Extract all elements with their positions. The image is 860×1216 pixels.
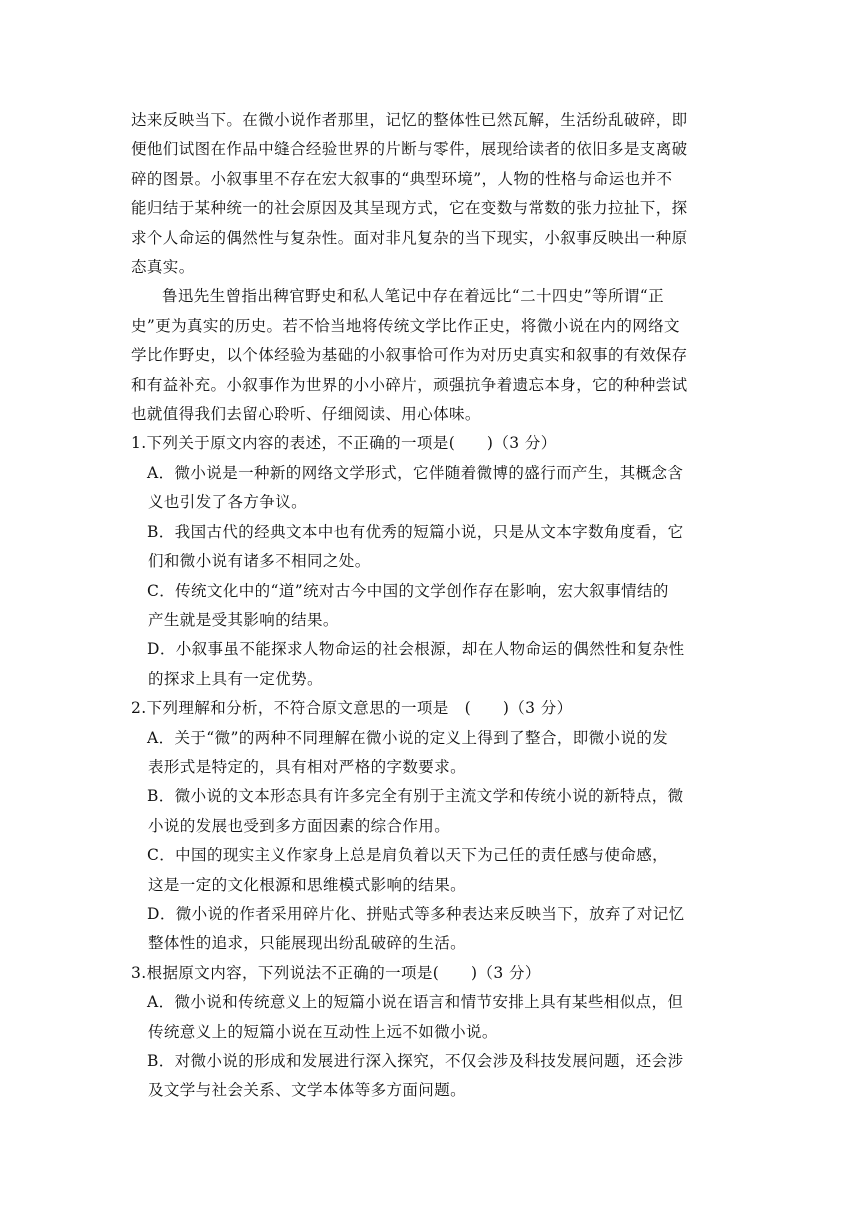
question-stem: 2.下列理解和分析，不符合原文意思的一项是 ( )（3 分） (131, 699, 573, 718)
option-line: 及文学与社会关系、文学本体等多方面问题。 (148, 1081, 467, 1100)
option-a (147, 988, 731, 1047)
option-line: B．对微小说的形成和发展进行深入探究，不仅会涉及科技发展问题，还会涉 (147, 1052, 684, 1070)
option-a (147, 724, 731, 783)
option-line: 整体性的追求，只能展现出纷乱破碎的生活。 (148, 934, 467, 953)
option-c (147, 841, 731, 900)
option-line: A．微小说和传统意义上的短篇小说在语言和情节安排上具有某些相似点，但 (147, 993, 684, 1012)
option-line: D．微小说的作者采用碎片化、拼贴式等多种表达来反映当下，放弃了对记忆 (147, 904, 685, 923)
text-line: 态真实。 (131, 258, 195, 277)
option-line: 的探求上具有一定优势。 (148, 669, 323, 688)
option-line: 小说的发展也受到多方面因素的综合作用。 (148, 816, 451, 835)
option-line: 义也引发了各方争议。 (148, 493, 308, 512)
option-d (147, 900, 731, 959)
option-line: B．我国古代的经典文本中也有优秀的短篇小说，只是从文本字数角度看，它 (147, 522, 684, 541)
text-line: 和有益补充。小叙事作为世界的小小碎片，顽强抗争着遗忘本身，它的种种尝试 (131, 375, 688, 394)
option-line: D．小叙事虽不能探求人物命运的社会根源，却在人物命运的偶然性和复杂性 (147, 640, 685, 659)
option-b (147, 1047, 731, 1106)
text-line: 史”更为真实的历史。若不恰当地将传统文学比作正史，将微小说在内的网络文 (131, 316, 680, 335)
document-content (131, 106, 731, 1106)
question-stem: 1.下列关于原文内容的表述，不正确的一项是( )（3 分） (131, 434, 557, 453)
option-line: C．中国的现实主义作家身上总是肩负着以天下为己任的责任感与使命感， (147, 846, 669, 865)
text-line: 学比作野史，以个体经验为基础的小叙事恰可作为对历史真实和叙事的有效保存 (131, 346, 688, 365)
text-line: 鲁迅先生曾指出稗官野史和私人笔记中存在着远比“二十四史”等所谓“正 (162, 287, 664, 306)
option-c (147, 577, 731, 636)
question-stem: 3.根据原文内容，下列说法不正确的一项是( )（3 分） (131, 963, 541, 982)
option-a (147, 459, 731, 518)
passage-paragraph-1 (131, 106, 731, 282)
option-line: 这是一定的文化根源和思维模式影响的结果。 (148, 875, 467, 894)
question-2 (131, 694, 731, 959)
text-line: 能归结于某种统一的社会原因及其呈现方式，它在变数与常数的张力拉扯下，探 (131, 199, 688, 218)
text-line: 碎的图景。小叙事里不存在宏大叙事的“典型环境”，人物的性格与命运也并不 (131, 169, 673, 188)
question-3 (131, 959, 731, 1106)
option-b (147, 518, 731, 577)
passage-paragraph-2 (131, 282, 731, 429)
option-b (147, 782, 731, 841)
text-line: 也就值得我们去留心聆听、仔细阅读、用心体味。 (131, 405, 481, 424)
option-line: A．微小说是一种新的网络文学形式，它伴随着微博的盛行而产生，其概念含 (147, 463, 684, 482)
option-d (147, 635, 731, 694)
option-line: 产生就是受其影响的结果。 (148, 610, 339, 629)
option-line: 传统意义上的短篇小说在互动性上远不如微小说。 (148, 1022, 498, 1041)
option-line: A．关于“微”的两种不同理解在微小说的定义上得到了整合，即微小说的发 (147, 728, 669, 747)
option-line: B．微小说的文本形态具有许多完全有别于主流文学和传统小说的新特点，微 (147, 787, 684, 806)
option-line: 们和微小说有诸多不相同之处。 (148, 552, 371, 571)
text-line: 达来反映当下。在微小说作者那里，记忆的整体性已然瓦解，生活纷乱破碎，即 (131, 111, 688, 129)
question-1 (131, 429, 731, 694)
option-line: 表形式是特定的，具有相对严格的字数要求。 (148, 757, 467, 776)
option-line: C．传统文化中的“道”统对古今中国的文学创作存在影响，宏大叙事情结的 (147, 581, 669, 600)
text-line: 便他们试图在作品中缝合经验世界的片断与零件，展现给读者的依旧多是支离破 (131, 140, 688, 159)
text-line: 求个人命运的偶然性与复杂性。面对非凡复杂的当下现实，小叙事反映出一种原 (131, 228, 688, 247)
